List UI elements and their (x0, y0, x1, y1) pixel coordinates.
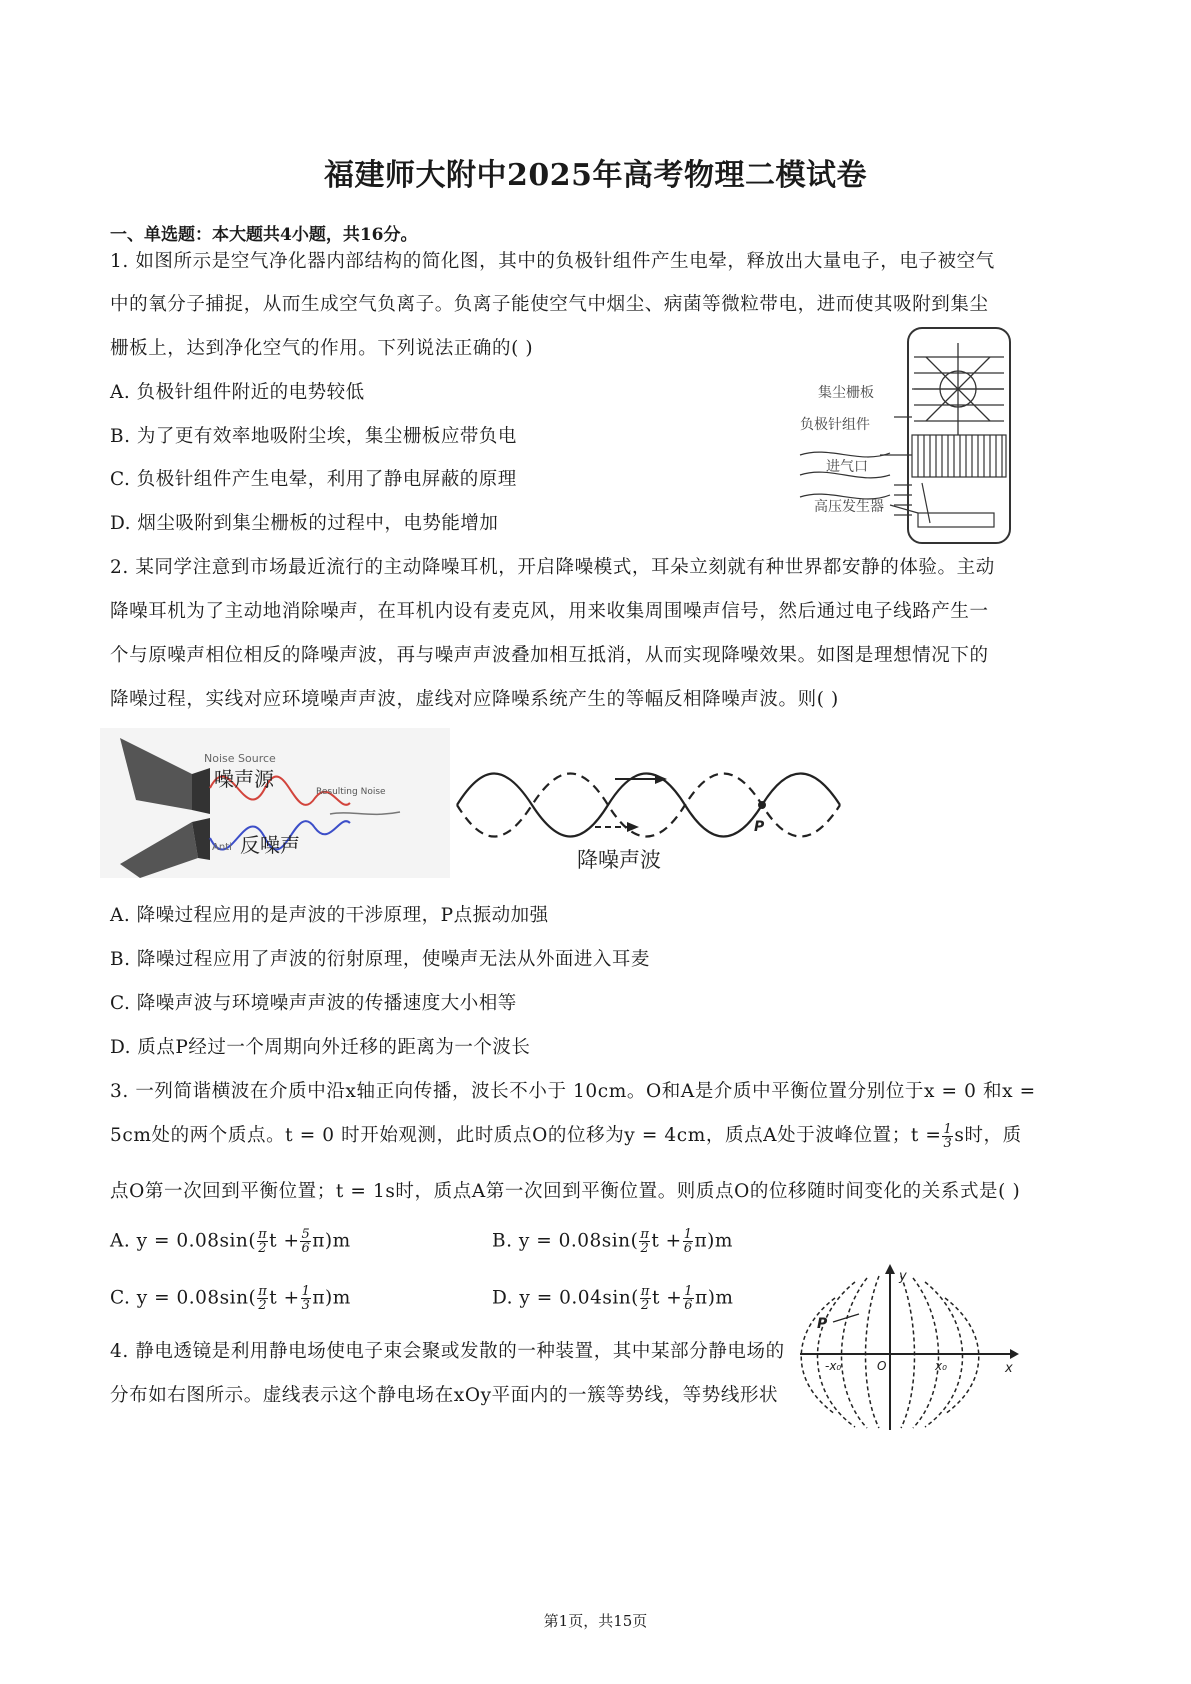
q3-line2 (110, 1121, 1022, 1150)
q2-option-c: C. 降噪声波与环境噪声声波的传播速度大小相等 (110, 993, 517, 1014)
label-neg-needle: 负极针组件 (800, 417, 870, 433)
q1-option-c: C. 负极针组件产生电晕，利用了静电屏蔽的原理 (110, 469, 517, 490)
label-dust-plate: 集尘栅板 (818, 385, 874, 401)
label-point-p: P (754, 819, 765, 835)
label-noise-source: 噪声源 (214, 767, 274, 791)
q3-option-b: B. y = 0.08sin( $\frac{\pi}{2}$ t + $\frac{1}{6}$ π)m (492, 1227, 733, 1256)
q3-fraction: $\frac{1}{3}$ (943, 1121, 953, 1151)
fan-icon (912, 343, 1004, 435)
noise-figure (100, 728, 450, 878)
page-title: 福建师大附中2025年高考物理二模试卷 (324, 158, 867, 193)
wave-figure (455, 765, 850, 875)
q2-line2: 降噪耳机为了主动地消除噪声，在耳机内设有麦克风，用来收集周围噪声信号，然后通过电子线路产生一 (110, 601, 989, 622)
label-x-axis: x (1005, 1361, 1013, 1376)
q1-option-b: B. 为了更有效率地吸附尘埃，集尘栅板应带负电 (110, 426, 517, 447)
q1-option-d: D. 烟尘吸附到集尘栅板的过程中，电势能增加 (110, 513, 499, 534)
q3-line2-text: 5cm处的两个质点。t = 0 时开始观测，此时质点O的位移为y = 4cm，质点A处于波峰位置；t = (110, 1125, 942, 1146)
label-resulting-noise: Resulting Noise (316, 787, 386, 797)
q3-option-c: C. y = 0.08sin( $\frac{\pi}{2}$ t + $\frac{1}{3}$ π)m (110, 1284, 351, 1313)
q3-option-d: D. y = 0.04sin( $\frac{\pi}{2}$ t + $\frac{1}{6}$ π)m (492, 1284, 734, 1313)
q2-option-d: D. 质点P经过一个周期向外迁移的距离为一个波长 (110, 1037, 531, 1058)
air-purifier-figure (790, 325, 1020, 560)
q2-line3: 个与原噪声相位相反的降噪声波，再与噪声声波叠加相互抵消，从而实现降噪效果。如图是理想情况下的 (110, 645, 989, 666)
label-y-axis: y (899, 1269, 907, 1284)
label-point-p: P (817, 1316, 828, 1332)
q2-option-b: B. 降噪过程应用了声波的衍射原理，使噪声无法从外面进入耳麦 (110, 949, 650, 970)
label-origin: O (877, 1359, 887, 1373)
q3-line2-tail: s时，质 (954, 1125, 1022, 1146)
lens-figure (795, 1262, 1020, 1432)
q2-line1: 2. 某同学注意到市场最近流行的主动降噪耳机，开启降噪模式，耳朵立刻就有种世界都安静的体验。主动 (110, 557, 995, 578)
q3-line3: 点O第一次回到平衡位置；t = 1s时，质点A第一次回到平衡位置。则质点O的位移随时间变化的关系式是( ) (110, 1181, 1021, 1202)
q1-line1: 1. 如图所示是空气净化器内部结构的简化图，其中的负极针组件产生电晕，释放出大量电子，电子被空气 (110, 251, 995, 272)
label-anti-en: Anti (212, 842, 232, 853)
label-neg-x0: -x₀ (825, 1359, 842, 1373)
q2-line4: 降噪过程，实线对应环境噪声声波，虚线对应降噪系统产生的等幅反相降噪声波。则( ) (110, 689, 839, 710)
label-inlet: 进气口 (826, 459, 868, 475)
label-hv-generator: 高压发生器 (814, 499, 884, 515)
q4-line1: 4. 静电透镜是利用静电场使电子束会聚或发散的一种装置，其中某部分静电场的 (110, 1341, 785, 1362)
q4-line2: 分布如右图所示。虚线表示这个静电场在xOy平面内的一簇等势线，等势线形状 (110, 1385, 779, 1406)
q1-option-a: A. 负极针组件附近的电势较低 (110, 382, 365, 403)
q1-line2: 中的氧分子捕捉，从而生成空气负离子。负离子能使空气中烟尘、病菌等微粒带电，进而使其吸附到集尘 (110, 294, 989, 315)
label-x0: x₀ (935, 1359, 947, 1373)
q2-option-a: A. 降噪过程应用的是声波的干涉原理，P点振动加强 (110, 905, 549, 926)
q3-line1: 3. 一列简谐横波在介质中沿x轴正向传播，波长不小于 10cm。O和A是介质中平衡位置分别位于x = 0 和x = (110, 1081, 1036, 1102)
page-footer: 第1页，共15页 (543, 1612, 648, 1630)
label-noise-source-en: Noise Source (204, 752, 276, 765)
label-wave-title: 降噪声波 (577, 848, 661, 872)
q3-option-a: A. y = 0.08sin( $\frac{\pi}{2}$ t + $\frac{5}{6}$ π)m (110, 1227, 351, 1256)
section-heading: 一、单选题：本大题共4小题，共16分。 (110, 225, 418, 245)
q1-line3: 栅板上，达到净化空气的作用。下列说法正确的( ) (110, 338, 534, 359)
label-anti-noise: 反噪声 (240, 833, 300, 857)
dust-plate-grid (912, 435, 1006, 477)
